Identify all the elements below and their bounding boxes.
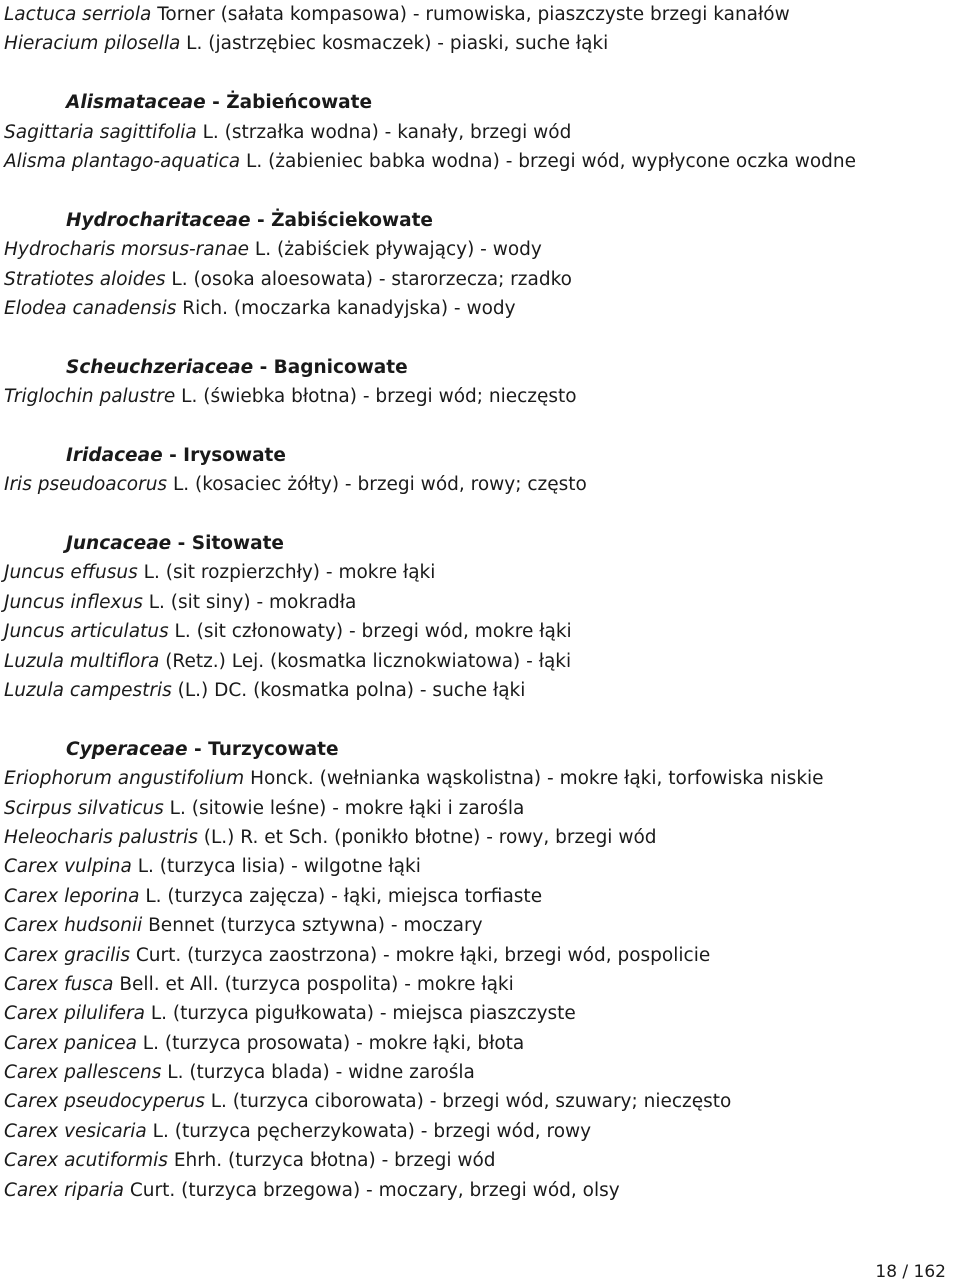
species-latin-name: Carex leporina	[4, 885, 140, 907]
species-entry	[4, 1176, 954, 1205]
species-description: Ehrh. (turzyca błotna) - brzegi wód	[167, 1150, 496, 1172]
section-gap	[4, 59, 954, 88]
species-latin-name: Iris pseudoacorus	[4, 474, 168, 496]
family-polish-name: - Irysowate	[162, 444, 286, 466]
species-description: Bennet (turzyca sztywna) - moczary	[142, 915, 483, 937]
species-latin-name: Alisma plantago-aquatica	[4, 150, 241, 172]
species-latin-name: Carex gracilis	[4, 944, 130, 966]
species-entry	[4, 1087, 954, 1116]
species-entry	[4, 558, 954, 587]
species-entry	[4, 1029, 954, 1058]
species-latin-name: Carex hudsonii	[4, 915, 143, 937]
species-entry	[4, 617, 954, 646]
species-description: (L.) DC. (kosmatka polna) - suche łąki	[171, 679, 526, 701]
species-description: Rich. (moczarka kanadyjska) - wody	[176, 297, 516, 319]
species-latin-name: Carex pilulifera	[4, 1003, 145, 1025]
species-description: L. (turzyca ciborowata) - brzegi wód, szuwary; nieczęsto	[204, 1091, 732, 1113]
species-latin-name: Carex acutiformis	[4, 1150, 168, 1172]
family-heading	[4, 441, 954, 470]
family-heading	[4, 88, 954, 117]
species-entry	[4, 882, 954, 911]
family-latin-name: Alismataceae	[66, 92, 206, 114]
family-latin-name: Juncaceae	[66, 533, 172, 555]
species-latin-name: Carex fusca	[4, 973, 114, 995]
section-gap	[4, 323, 954, 352]
species-description: L. (turzyca blada) - widne zarośla	[161, 1062, 475, 1084]
species-description: L. (turzyca lisia) - wilgotne łąki	[131, 856, 421, 878]
species-entry	[4, 794, 954, 823]
species-description: L. (osoka aloesowata) - starorzecza; rzadko	[165, 268, 572, 290]
species-entry	[4, 1058, 954, 1087]
species-description: L. (świebka błotna) - brzegi wód; nieczęsto	[175, 386, 577, 408]
species-latin-name: Hieracium pilosella	[4, 33, 181, 55]
family-heading	[4, 206, 954, 235]
species-entry	[4, 941, 954, 970]
family-latin-name: Iridaceae	[66, 444, 163, 466]
species-description: L. (jastrzębiec kosmaczek) - piaski, suche łąki	[180, 33, 609, 55]
species-description: L. (sit członowaty) - brzegi wód, mokre łąki	[168, 621, 572, 643]
species-entry	[4, 764, 954, 793]
species-latin-name: Juncus effusus	[4, 562, 138, 584]
species-entry	[4, 588, 954, 617]
species-entry	[4, 235, 954, 264]
species-description: L. (turzyca zajęcza) - łąki, miejsca torfiaste	[139, 885, 543, 907]
section-gap	[4, 500, 954, 529]
species-entry	[4, 852, 954, 881]
family-latin-name: Cyperaceae	[66, 738, 188, 760]
species-latin-name: Carex pseudocyperus	[4, 1091, 205, 1113]
species-latin-name: Scirpus silvaticus	[4, 797, 164, 819]
species-description: Honck. (wełnianka wąskolistna) - mokre łąki, torfowiska niskie	[244, 768, 824, 790]
species-description: L. (żabiściek pływający) - wody	[249, 239, 542, 261]
species-entry	[4, 0, 954, 29]
species-latin-name: Carex pallescens	[4, 1062, 162, 1084]
species-entry	[4, 265, 954, 294]
species-description: Curt. (turzyca brzegowa) - moczary, brzegi wód, olsy	[123, 1179, 620, 1201]
species-entry	[4, 647, 954, 676]
species-entry	[4, 1117, 954, 1146]
section-gap	[4, 705, 954, 734]
family-heading	[4, 353, 954, 382]
family-heading	[4, 529, 954, 558]
family-polish-name: - Bagnicowate	[253, 356, 408, 378]
species-description: L. (sit siny) - mokradła	[142, 591, 357, 613]
species-entry	[4, 294, 954, 323]
species-latin-name: Lactuca serriola	[4, 4, 152, 25]
species-entry	[4, 118, 954, 147]
species-description: Curt. (turzyca zaostrzona) - mokre łąki, brzegi wód, pospolicie	[130, 944, 711, 966]
species-latin-name: Triglochin palustre	[4, 386, 176, 408]
family-polish-name: - Żabieńcowate	[205, 92, 373, 114]
species-description: L. (żabieniec babka wodna) - brzegi wód, wypłycone oczka wodne	[240, 150, 857, 172]
species-latin-name: Elodea canadensis	[4, 297, 177, 319]
species-entry	[4, 676, 954, 705]
species-latin-name: Carex vesicaria	[4, 1120, 147, 1142]
section-gap	[4, 176, 954, 205]
species-description: L. (turzyca pigułkowata) - miejsca piaszczyste	[144, 1003, 576, 1025]
species-latin-name: Stratiotes aloides	[4, 268, 166, 290]
species-description: (L.) R. et Sch. (ponikło błotne) - rowy, brzegi wód	[197, 826, 657, 848]
family-polish-name: - Żabiściekowate	[250, 209, 433, 231]
family-latin-name: Hydrocharitaceae	[66, 209, 251, 231]
species-entry	[4, 970, 954, 999]
page-number: 18 / 162	[875, 1262, 946, 1282]
species-entry	[4, 29, 954, 58]
species-description: L. (sitowie leśne) - mokre łąki i zarośla	[163, 797, 525, 819]
family-polish-name: - Turzycowate	[187, 738, 339, 760]
species-latin-name: Juncus articulatus	[4, 621, 169, 643]
species-entry	[4, 147, 954, 176]
document-body	[4, 0, 954, 1205]
species-latin-name: Carex vulpina	[4, 856, 132, 878]
family-polish-name: - Sitowate	[171, 533, 284, 555]
species-entry	[4, 382, 954, 411]
family-heading	[4, 735, 954, 764]
species-latin-name: Juncus inflexus	[4, 591, 143, 613]
species-latin-name: Luzula multiflora	[4, 650, 160, 672]
species-entry	[4, 911, 954, 940]
species-latin-name: Carex riparia	[4, 1179, 124, 1201]
species-description: (Retz.) Lej. (kosmatka licznokwiatowa) - łąki	[159, 650, 572, 672]
section-gap	[4, 411, 954, 440]
species-entry	[4, 999, 954, 1028]
species-latin-name: Sagittaria sagittifolia	[4, 121, 197, 143]
species-entry	[4, 470, 954, 499]
species-description: Torner (sałata kompasowa) - rumowiska, piaszczyste brzegi kanałów	[151, 4, 790, 25]
species-description: L. (kosaciec żółty) - brzegi wód, rowy; często	[167, 474, 587, 496]
species-description: Bell. et All. (turzyca pospolita) - mokre łąki	[113, 973, 514, 995]
species-latin-name: Heleocharis palustris	[4, 826, 198, 848]
species-description: L. (sit rozpierzchły) - mokre łąki	[137, 562, 436, 584]
species-latin-name: Luzula campestris	[4, 679, 172, 701]
species-latin-name: Carex panicea	[4, 1032, 137, 1054]
species-entry	[4, 1146, 954, 1175]
family-latin-name: Scheuchzeriaceae	[66, 356, 254, 378]
species-latin-name: Hydrocharis morsus-ranae	[4, 239, 250, 261]
species-description: L. (turzyca pęcherzykowata) - brzegi wód, rowy	[146, 1120, 592, 1142]
species-entry	[4, 823, 954, 852]
species-description: L. (turzyca prosowata) - mokre łąki, błota	[136, 1032, 525, 1054]
species-description: L. (strzałka wodna) - kanały, brzegi wód	[196, 121, 572, 143]
species-latin-name: Eriophorum angustifolium	[4, 768, 245, 790]
